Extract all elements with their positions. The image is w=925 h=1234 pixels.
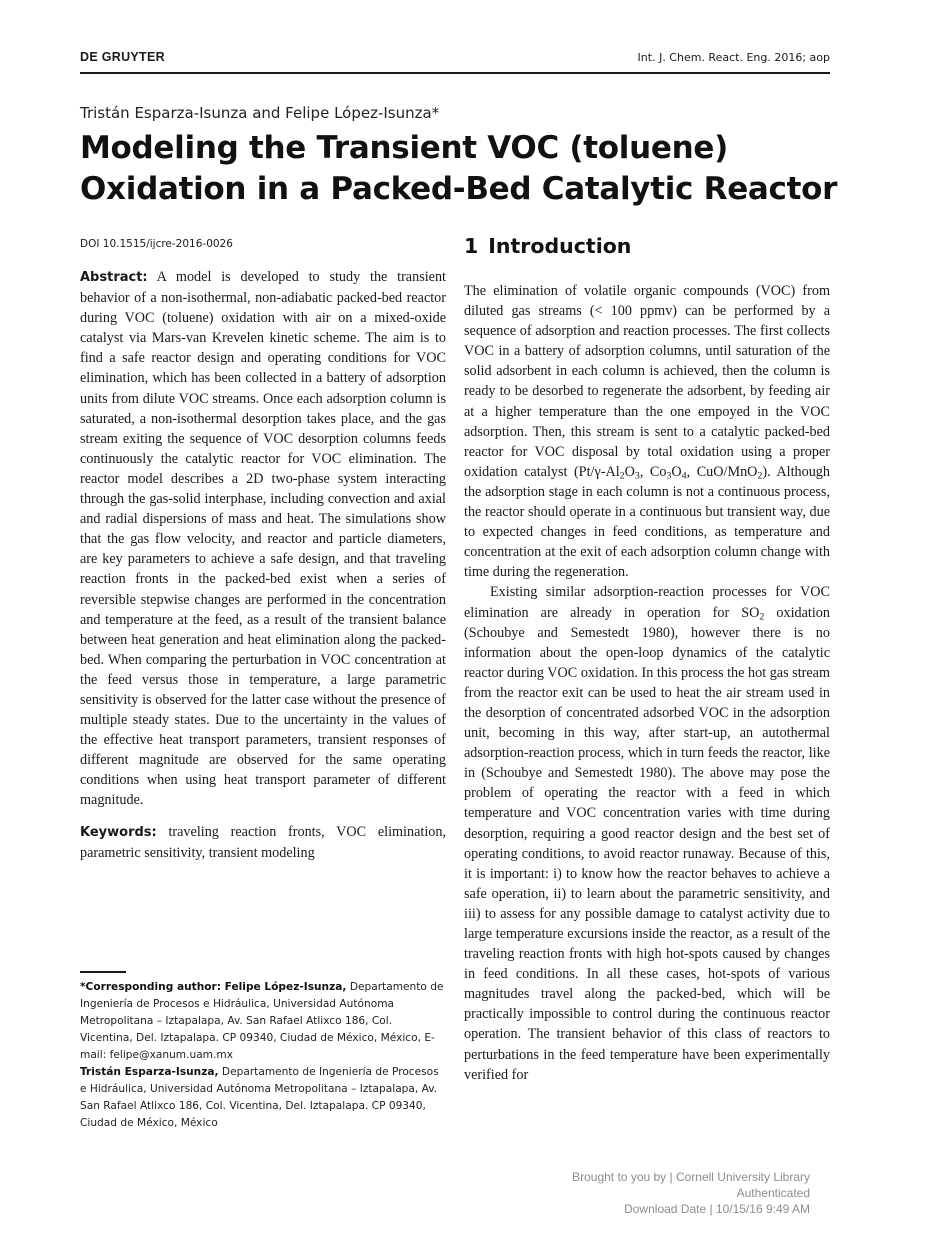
intro-paragraph-2: Existing similar adsorption-reaction processes for VOC elimination are already in operation for $SO_2$ oxidation (Schoubye and Semestedt 1980), however there is no information about the open-loop dynamics of the catalytic reactor during VOC oxidation. In this process the hot gas stream from the reactor exit can be used to heat the air stream used in the desorption of concentrated adsorbed VOC in the adsorption unit, becoming in this way, after start-up, an autothermal adsorption-reaction process, which in turn feeds the reactor, like in (Schoubye and Semestedt 1980). The above may pose the problem of operating the reactor with a feed in which temperature and VOC concentration varies with time during desorption, requiring a good reactor design and the best set of operating conditions, to avoid reactor runaway. Because of this, it is important: i) to know how the reactor behaves to achieve a safe operation, ii) to learn about the parametric sensitivity, and iii) to assess for any possible damage to catalyst activity due to large temperature excursions inside the reactor, as a result of the traveling reaction fronts with high hot-spots caused by changes in feed conditions. In all these cases, hot-spots of various magnitudes travel along the packed-bed, which will be practically impossible to control during the continuous reactor operation. The transient behavior of this class of reactors to perturbations in the feed temperature have been experimentally verified for: [464, 584, 830, 1083]
abstract-label: Abstract:: [80, 270, 148, 285]
article-title: Modeling the Transient VOC (toluene) Oxidation in a Packed-Bed Catalytic Reactor: [80, 130, 838, 207]
doi-link[interactable]: DOI 10.1515/ijcre-2016-0026: [80, 238, 233, 250]
section-heading: [464, 234, 830, 258]
author-footnotes: [80, 979, 446, 1132]
authentication-status: Authenticated: [736, 1186, 810, 1200]
abstract: [80, 267, 446, 811]
intro-paragraph-1: The elimination of volatile organic compounds (VOC) from diluted gas streams (< 100 ppmv) can be performed by a sequence of adsorption and reaction processes. The first collects VOC in a battery of adsorption columns, until saturation of the solid adsorbent in each column is achieved, then the column is ready to be desorbed to regenerate the adsorbent, by feeding air at a higher temperature than the one empoyed in the VOC adsorption. Then, this stream is sent to a catalytic packed-bed reactor for VOC disposal by total oxidation using a proper oxidation catalyst ($Pt/\gamma-Al_2O_3$, $Co_3O_4$, CuO/MnO$_2$). Although the adsorption stage in each column is not a continuous process, the reactor should operate in a continuous but transient way, due to expected changes in feed conditions, as temperature and concentration at the exit of each adsorption column change with time during the regeneration.: [464, 283, 830, 581]
journal-reference: Int. J. Chem. React. Eng. 2016; aop: [637, 51, 830, 64]
abstract-text: A model is developed to study the transient behavior of a non-isothermal, non-adiabatic packed-bed reactor during VOC (toluene) oxidation with air on a mixed-oxide catalyst via Mars-van Krevelen kinetic scheme. The aim is to find a safe reactor design and operating conditions for VOC elimination, which has been collected in a battery of adsorption units from dilute VOC streams. Once each adsorption column is saturated, a non-isothermal desorption takes place, and the gas stream exiting the sequence of VOC desorption columns feeds continuously the catalytic reactor for VOC elimination. The reactor model describes a 2D two-phase system interacting through the gas-solid interphase, including convection and axial and radial dispersions of mass and heat. The simulations show that the gas flow velocity, and reactor and particle diameters, are key parameters to achieve a safe design, and that traveling reaction fronts in the packed-bed exist when a series of reversible stepwise changes are performed in the concentration and temperature at the feed, as a result of the transient balance between heat generation and heat elimination along the packed-bed. When comparing the perturbation in VOC concentration at the feed versus those in temperature, a large parametric sensitivity is observed for the latter case without the presence of multiple steady states. Due to the uncertainty in the values of the effective heat transport parameters, transient responses of different magnitude are observed for the same operating conditions when using heat transport parameter of different magnitude.: [80, 269, 446, 809]
section-number: 1: [464, 234, 479, 258]
second-author-affiliation: Departamento de Ingeniería de Procesos e Hidráulica, Universidad Autónoma Metropolitana – Iztapalapa, Av. San Rafael Atlixco 186, Col. Vicentina, Del. Iztapalapa. CP 09340, Ciudad de México, México: [80, 1066, 439, 1129]
keywords: [80, 822, 446, 863]
corresponding-author-label: *Corresponding author: Felipe López-Isunza,: [80, 981, 347, 993]
section-title: Introduction: [488, 234, 632, 258]
corresponding-author-affiliation: Departamento de Ingeniería de Procesos e Hidráulica, Universidad Autónoma Metropolitana – Iztapalapa, Av. San Rafael Atlixco 186, Col. Vicentina, Del. Iztapalapa. CP 09340, Ciudad de México, México, E-mail: felipe@xanum.uam.mx: [80, 981, 444, 1061]
download-stamp: [572, 1169, 810, 1217]
keywords-text: traveling reaction fronts, VOC elimination, parametric sensitivity, transient modeling: [80, 823, 447, 861]
right-column: [464, 234, 830, 1085]
keywords-label: Keywords:: [80, 824, 157, 840]
library-credit: Brought to you by | Cornell University Library: [572, 1170, 810, 1184]
left-column: [80, 238, 446, 863]
publisher-name: DE GRUYTER: [80, 50, 165, 64]
second-author-label: Tristán Esparza-Isunza,: [80, 1066, 219, 1078]
footnote-divider: [80, 971, 126, 973]
article-authors: Tristán Esparza-Isunza and Felipe López-Isunza*: [80, 104, 440, 122]
download-date: Download Date | 10/15/16 9:49 AM: [624, 1202, 810, 1216]
corresponding-author-note: [80, 979, 446, 1064]
header-divider: [80, 72, 830, 74]
second-author-note: [80, 1064, 446, 1132]
